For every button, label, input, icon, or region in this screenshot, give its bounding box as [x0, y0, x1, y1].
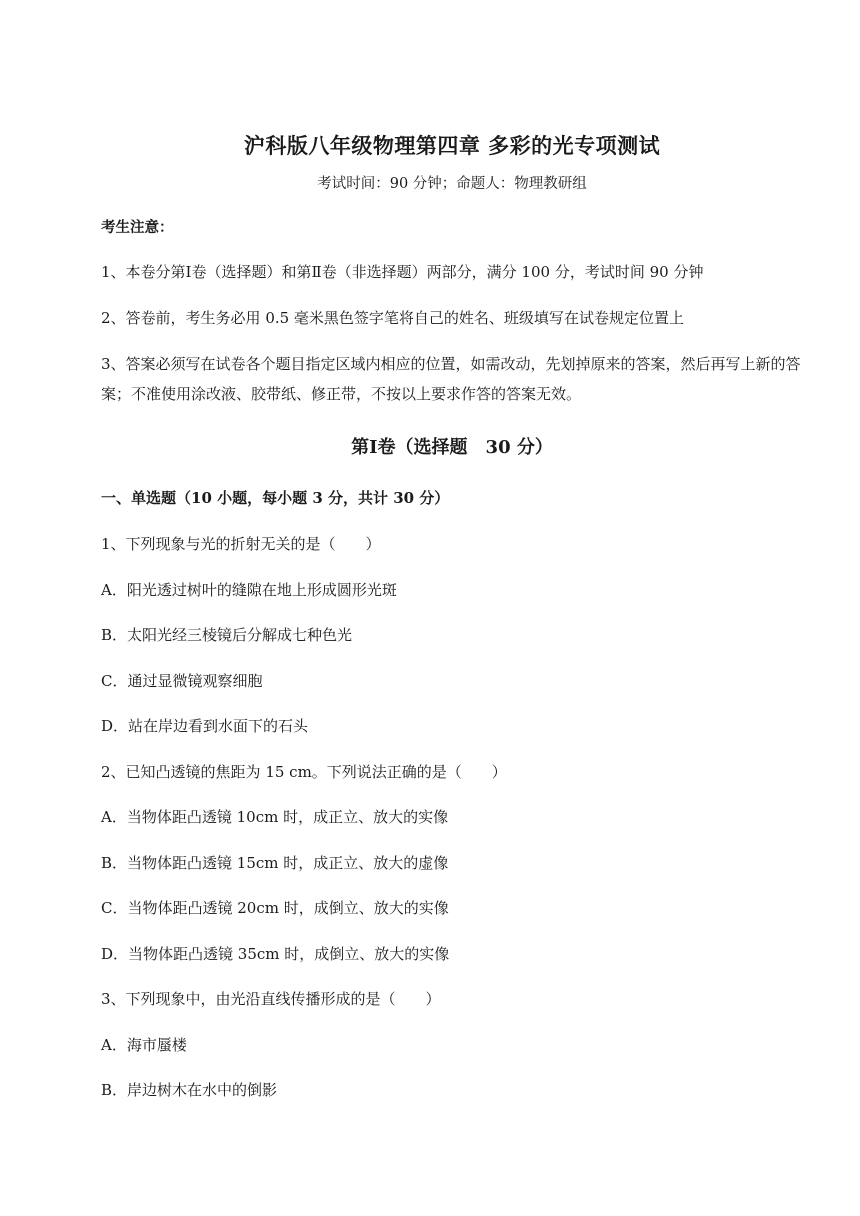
question-option: A．海市蜃楼 — [101, 1036, 187, 1054]
question-option: D．当物体距凸透镜 35cm 时，成倒立、放大的实像 — [101, 945, 450, 963]
notice-item: 2、答卷前，考生务必用 0.5 毫米黑色签字笔将自己的姓名、班级填写在试卷规定位置上 — [101, 309, 684, 327]
notice-heading: 考生注意： — [101, 219, 174, 236]
page-title: 沪科版八年级物理第四章 多彩的光专项测试 — [243, 133, 661, 158]
part-heading: 一、单选题（10 小题，每小题 3 分，共计 30 分） — [101, 489, 450, 507]
notice-item: 3、答案必须写在试卷各个题目指定区域内相应的位置，如需改动，先划掉原来的答案，然后再写上新的答案；不准使用涂改液、胶带纸、修正带，不按以上要求作答的答案无效。 — [101, 355, 801, 403]
question-option: D．站在岸边看到水面下的石头 — [101, 717, 309, 735]
question-option: C．通过显微镜观察细胞 — [101, 672, 263, 690]
notice-item: 1、本卷分第Ⅰ卷（选择题）和第Ⅱ卷（非选择题）两部分，满分 100 分，考试时间 90 分钟 — [101, 263, 704, 281]
question-option: B．岸边树木在水中的倒影 — [101, 1081, 278, 1099]
question-option: C．当物体距凸透镜 20cm 时，成倒立、放大的实像 — [101, 899, 449, 917]
question-option: B．当物体距凸透镜 15cm 时，成正立、放大的虚像 — [101, 854, 449, 872]
question-option: A．阳光透过树叶的缝隙在地上形成圆形光斑 — [101, 581, 397, 599]
question-stem: 3、下列现象中，由光沿直线传播形成的是（ ） — [101, 990, 441, 1008]
section-title: 第Ⅰ卷（选择题 30 分） — [351, 437, 553, 458]
question-stem: 1、下列现象与光的折射无关的是（ ） — [101, 535, 381, 553]
question-stem: 2、已知凸透镜的焦距为 15 cm。下列说法正确的是（ ） — [101, 763, 507, 781]
question-option: A．当物体距凸透镜 10cm 时，成正立、放大的实像 — [101, 808, 449, 826]
exam-info: 考试时间：90 分钟；命题人：物理教研组 — [317, 176, 587, 192]
question-option: B．太阳光经三棱镜后分解成七种色光 — [101, 626, 353, 644]
